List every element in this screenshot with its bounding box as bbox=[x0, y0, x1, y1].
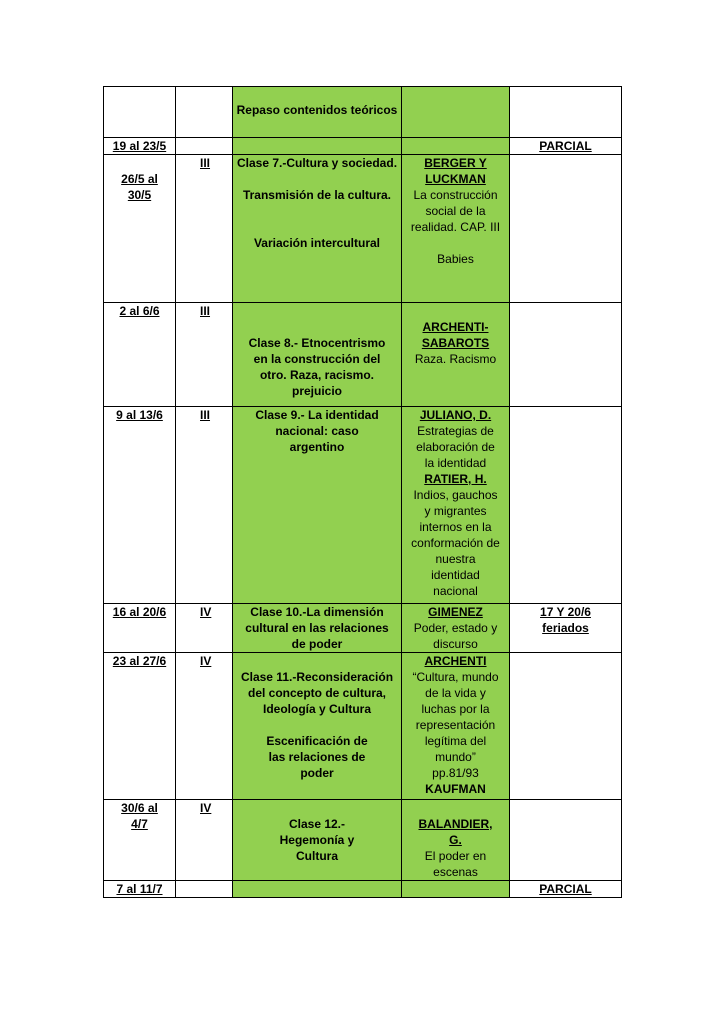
notes-cell bbox=[510, 303, 622, 407]
reading-author: ARCHENTI-SABAROTS bbox=[421, 320, 490, 350]
unit-cell: III bbox=[176, 407, 233, 604]
table-row bbox=[104, 155, 622, 303]
reading-text: La construcción social de la realidad. CAP. III bbox=[410, 188, 501, 234]
week-cell: 16 al 20/6 bbox=[104, 604, 176, 653]
week-cell bbox=[104, 87, 176, 138]
reading-cell bbox=[402, 800, 510, 881]
reading-text: Poder, estado y discurso bbox=[413, 621, 498, 651]
notes-cell: PARCIAL bbox=[510, 138, 622, 155]
topic-cell bbox=[233, 407, 402, 604]
topic-text: Transmisión de la cultura. bbox=[242, 188, 392, 202]
reading-text: Indios, gauchos y migrantes internos en la conformación de nuestra identidad nacional bbox=[411, 488, 500, 598]
table-row bbox=[104, 138, 622, 155]
unit-cell bbox=[176, 138, 233, 155]
reading-author: ARCHENTI bbox=[424, 654, 487, 668]
reading-cell bbox=[402, 407, 510, 604]
notes-cell bbox=[510, 155, 622, 303]
notes-cell bbox=[510, 87, 622, 138]
reading-cell bbox=[402, 138, 510, 155]
week-cell: 9 al 13/6 bbox=[104, 407, 176, 604]
week-cell: 2 al 6/6 bbox=[104, 303, 176, 407]
reading-author: KAUFMAN bbox=[425, 782, 486, 796]
reading-cell bbox=[402, 303, 510, 407]
reading-text: “Cultura, mundo de la vida y luchas por la representación legítima del mundo” pp.81/93 bbox=[412, 670, 499, 780]
reading-cell bbox=[402, 653, 510, 800]
topic-cell bbox=[233, 604, 402, 653]
table-row bbox=[104, 303, 622, 407]
topic-text: Clase 7.-Cultura y sociedad. bbox=[236, 156, 398, 170]
unit-cell: IV bbox=[176, 653, 233, 800]
notes-cell: PARCIAL bbox=[510, 881, 622, 898]
unit-cell: IV bbox=[176, 800, 233, 881]
reading-text: Raza. Racismo bbox=[414, 352, 497, 366]
unit-cell: III bbox=[176, 303, 233, 407]
topic-text: Repaso contenidos teóricos bbox=[236, 103, 398, 117]
table-row bbox=[104, 881, 622, 898]
reading-author: BERGER Y LUCKMAN bbox=[424, 156, 487, 186]
table-row bbox=[104, 87, 622, 138]
notes-text: 17 Y 20/6 feriados bbox=[540, 605, 591, 635]
reading-cell bbox=[402, 87, 510, 138]
table-row bbox=[104, 407, 622, 604]
topic-cell bbox=[233, 155, 402, 303]
topic-cell bbox=[233, 87, 402, 138]
week-cell: 26/5 al 30/5 bbox=[104, 155, 176, 303]
week-cell: 19 al 23/5 bbox=[104, 138, 176, 155]
notes-cell bbox=[510, 604, 622, 653]
notes-cell bbox=[510, 407, 622, 604]
reading-cell bbox=[402, 881, 510, 898]
unit-cell bbox=[176, 87, 233, 138]
reading-author: RATIER, H. bbox=[424, 472, 487, 486]
notes-cell bbox=[510, 800, 622, 881]
topic-text: Clase 8.- Etnocentrismo en la construcción del otro. Raza, racismo. prejuicio bbox=[248, 336, 386, 398]
unit-cell: IV bbox=[176, 604, 233, 653]
topic-text: Clase 10.-La dimensión cultural en las relaciones de poder bbox=[245, 605, 389, 651]
topic-text: Clase 11.-Reconsideración del concepto de cultura, Ideología y Cultura bbox=[240, 670, 394, 716]
reading-cell bbox=[402, 155, 510, 303]
topic-cell bbox=[233, 653, 402, 800]
topic-cell bbox=[233, 881, 402, 898]
topic-cell bbox=[233, 138, 402, 155]
topic-text: Escenificación de las relaciones de poder bbox=[266, 734, 368, 780]
week-cell: 23 al 27/6 bbox=[104, 653, 176, 800]
week-cell: 30/6 al 4/7 bbox=[104, 800, 176, 881]
week-cell: 7 al 11/7 bbox=[104, 881, 176, 898]
table-row bbox=[104, 604, 622, 653]
reading-text: Estrategias de elaboración de la identidad bbox=[416, 424, 495, 470]
reading-author: GIMENEZ bbox=[428, 605, 483, 619]
reading-author: BALANDIER, G. bbox=[418, 817, 493, 847]
topic-text: Clase 12.-Hegemonía y Cultura bbox=[279, 817, 355, 863]
table-row bbox=[104, 800, 622, 881]
unit-cell: III bbox=[176, 155, 233, 303]
topic-cell bbox=[233, 303, 402, 407]
table-row bbox=[104, 653, 622, 800]
topic-text: Clase 9.- La identidad nacional: caso argentino bbox=[255, 408, 379, 454]
topic-cell bbox=[233, 800, 402, 881]
reading-text: El poder en escenas bbox=[424, 849, 487, 879]
reading-author: JULIANO, D. bbox=[419, 408, 492, 422]
notes-cell bbox=[510, 653, 622, 800]
unit-cell bbox=[176, 881, 233, 898]
topic-text: Variación intercultural bbox=[253, 236, 381, 250]
reading-text: Babies bbox=[437, 252, 474, 266]
schedule-table bbox=[103, 86, 622, 898]
reading-cell bbox=[402, 604, 510, 653]
